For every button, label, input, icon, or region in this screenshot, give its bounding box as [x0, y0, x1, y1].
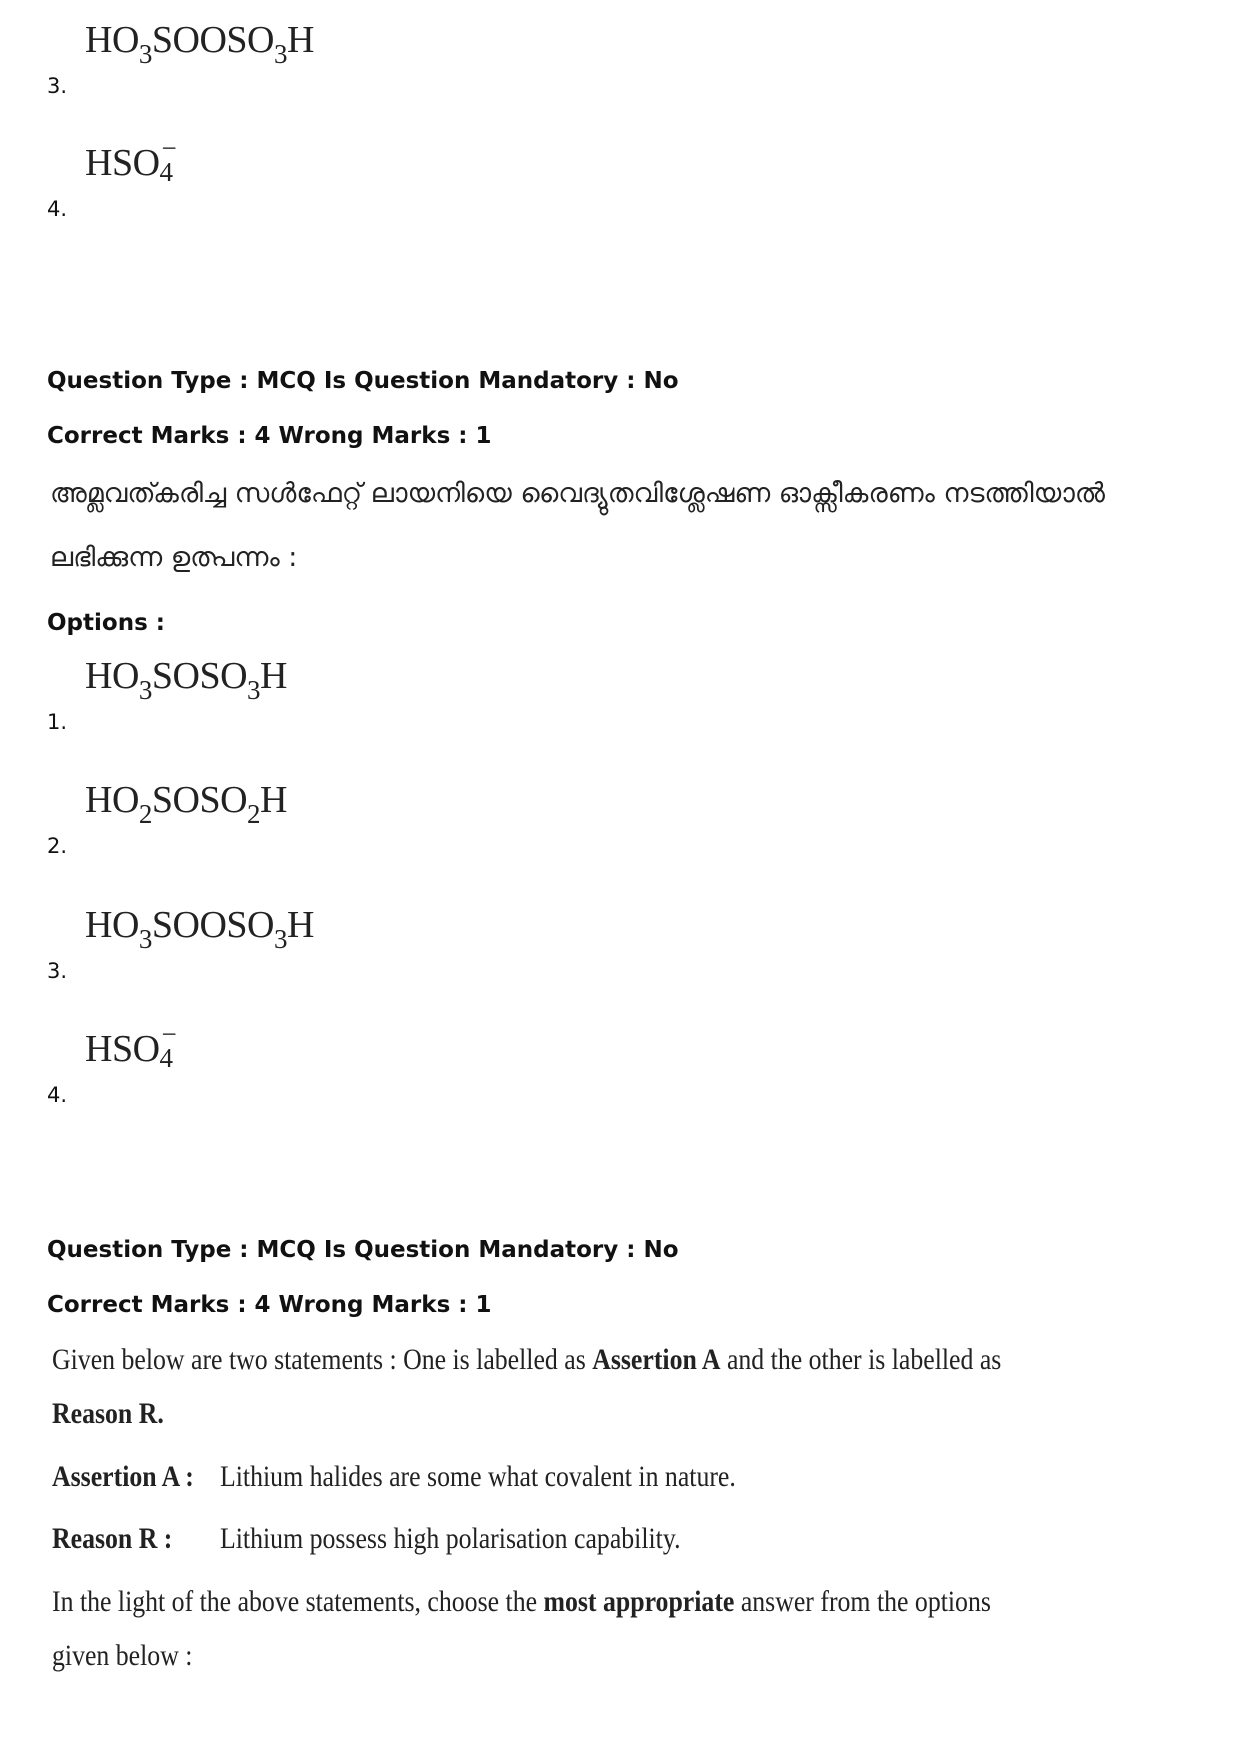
option-number: 4. [47, 197, 68, 221]
formula: $HO_3SOOSO_3H$ [85, 904, 314, 954]
reason-text: Lithium possess high polarisation capability. [220, 1522, 681, 1555]
assertion-label: Assertion A : [52, 1460, 194, 1493]
question-text: ലഭിക്കുന്ന ഉത്പന്നം : [50, 542, 298, 573]
formula: $HO_2SOSO_2H$ [85, 779, 287, 829]
option-item[interactable] [47, 654, 647, 734]
option-item[interactable] [47, 18, 647, 98]
assertion-text: Lithium halides are some what covalent in nature. [220, 1460, 736, 1493]
question-intro: Given below are two statements : One is labelled as Assertion A and the other is labelled as [52, 1343, 1002, 1376]
formula: $HO_3SOSO_3H$ [85, 655, 287, 705]
reason-label: Reason R : [52, 1522, 173, 1555]
marks-line: Correct Marks : 4 Wrong Marks : 1 [47, 423, 492, 449]
instruction-text: In the light of the above statements, choose the most appropriate answer from the options [52, 1585, 991, 1618]
formula: $HO_3SOOSO_3H$ [85, 19, 314, 69]
question-type-line: Question Type : MCQ Is Question Mandatory : No [47, 368, 679, 394]
options-label: Options : [47, 610, 165, 636]
formula: HSO − 4 [85, 1019, 177, 1073]
option-number: 4. [47, 1083, 68, 1107]
option-number: 2. [47, 834, 68, 858]
instruction-text-line2: given below : [52, 1639, 193, 1672]
option-number: 3. [47, 959, 68, 983]
option-item[interactable] [47, 133, 647, 221]
option-item[interactable] [47, 1019, 647, 1107]
question-text: അമ്ലവത്കരിച്ച സൾഫേറ്റ് ലായനിയെ വൈദ്യുതവിശ്ലേഷണ ഓക്സീകരണം നടത്തിയാൽ [50, 478, 1105, 509]
question-type-line: Question Type : MCQ Is Question Mandatory : No [47, 1237, 679, 1263]
option-item[interactable] [47, 903, 647, 983]
option-number: 1. [47, 710, 68, 734]
marks-line: Correct Marks : 4 Wrong Marks : 1 [47, 1292, 492, 1318]
option-item[interactable] [47, 778, 647, 858]
formula: HSO − 4 [85, 133, 177, 187]
question-intro-line2: Reason R. [52, 1397, 164, 1430]
option-number: 3. [47, 74, 68, 98]
